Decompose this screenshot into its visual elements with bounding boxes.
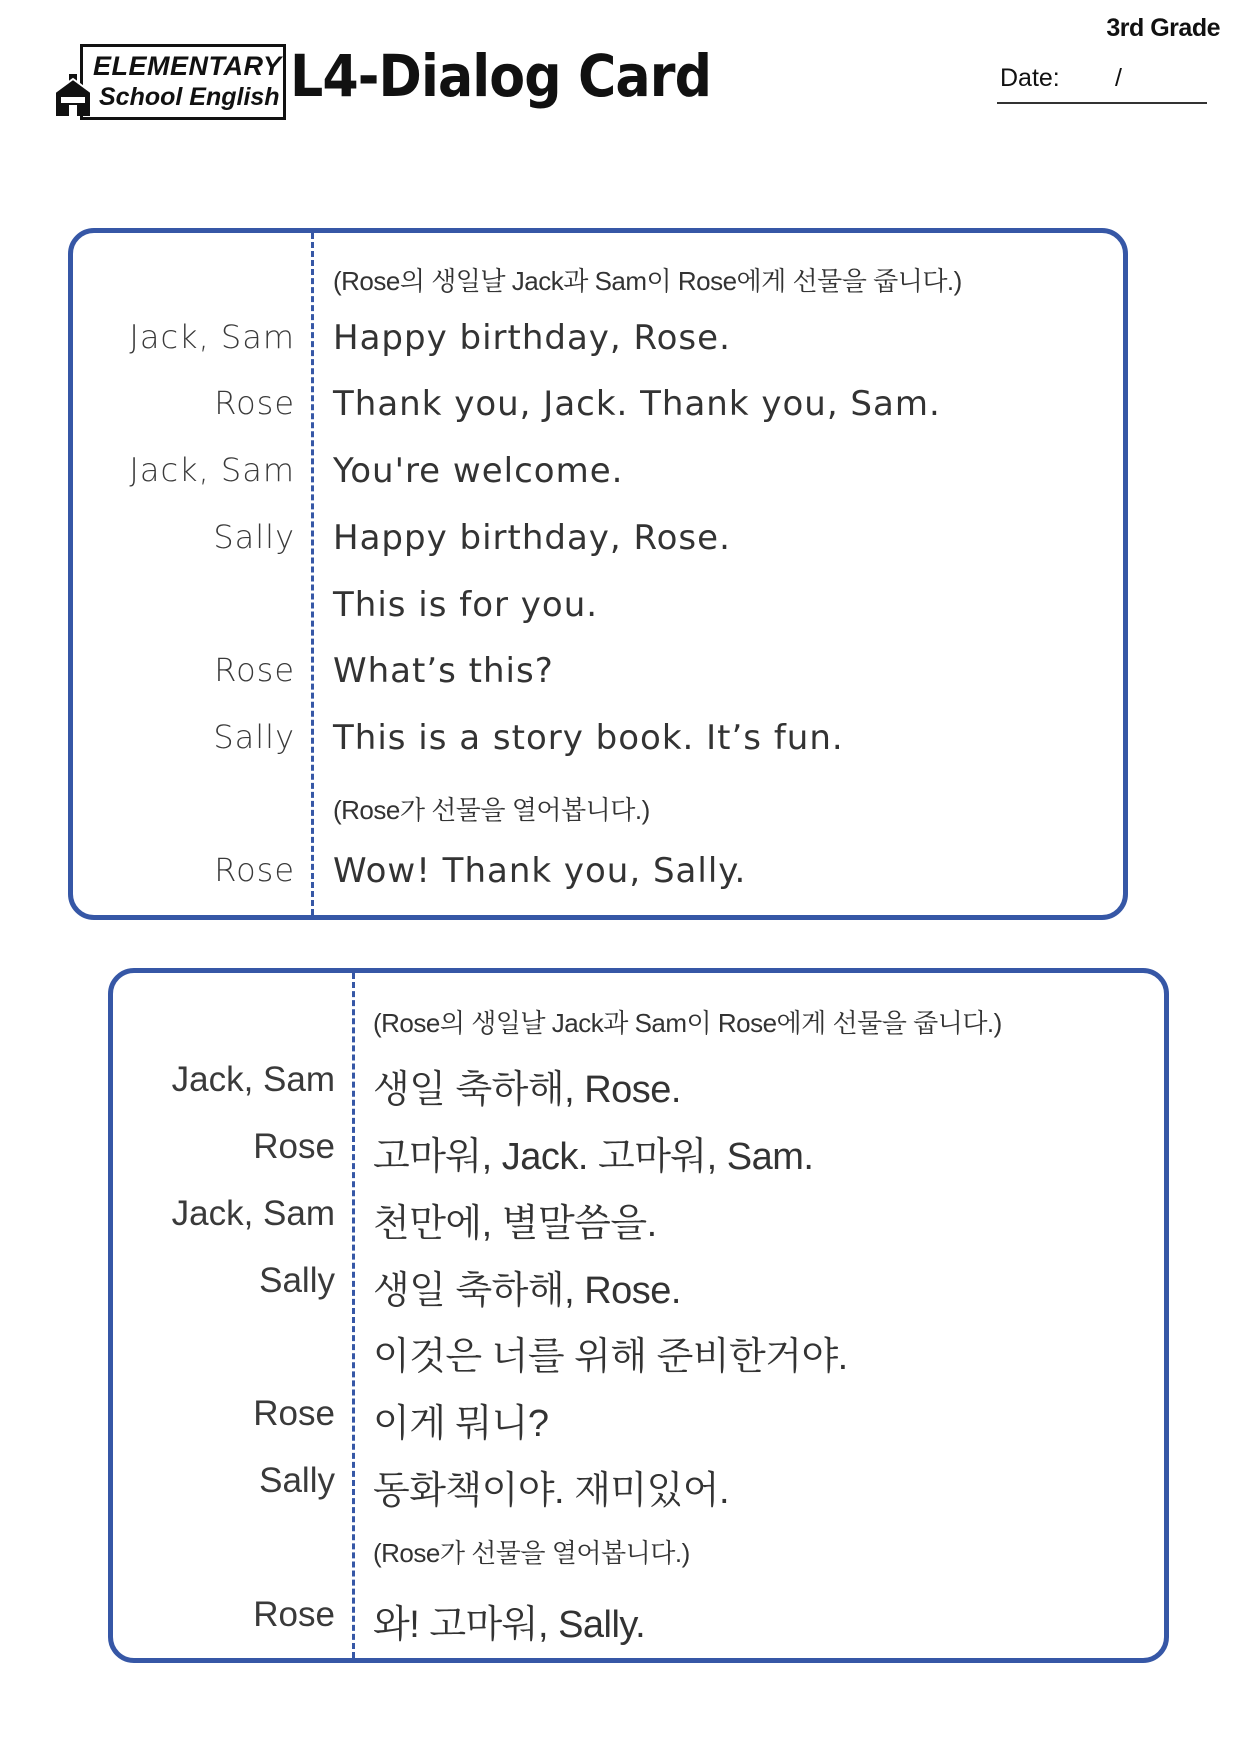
- speaker-label: Rose: [214, 384, 295, 422]
- card-divider: [311, 233, 314, 915]
- speaker-label: Rose: [253, 1127, 335, 1166]
- speaker-label: Jack, Sam: [129, 318, 295, 356]
- grade-label: 3rd Grade: [1106, 14, 1220, 42]
- stage-direction: (Rose가 선물을 열어봅니다.): [373, 1538, 690, 1568]
- dialog-line: 이것은 너를 위해 준비한거야.: [373, 1336, 848, 1378]
- card-divider: [352, 973, 355, 1658]
- dialog-line: 이게 뭐니?: [373, 1403, 549, 1445]
- dialog-line: 천만에, 별말씀을.: [373, 1203, 657, 1245]
- dialog-line: 동화책이야. 재미있어.: [373, 1470, 730, 1512]
- dialog-line: Happy birthday, Rose.: [333, 518, 731, 558]
- speaker-label: Sally: [259, 1461, 335, 1500]
- dialog-line: 고마워, Jack. 고마워, Sam.: [373, 1136, 814, 1178]
- dialog-line: You're welcome.: [333, 451, 624, 491]
- page-title: L4-Dialog Card: [290, 42, 712, 110]
- dialog-line: This is a story book. It’s fun.: [333, 718, 844, 758]
- dialog-line: Happy birthday, Rose.: [333, 318, 731, 358]
- speaker-label: Rose: [253, 1394, 335, 1433]
- speaker-label: Rose: [214, 851, 295, 889]
- dialog-line: 와! 고마워, Sally.: [373, 1604, 646, 1646]
- date-label: Date:: [1000, 64, 1060, 92]
- english-dialog-card: [68, 228, 1128, 920]
- speaker-label: Rose: [253, 1595, 335, 1634]
- dialog-line: Thank you, Jack. Thank you, Sam.: [333, 384, 941, 424]
- logo: [52, 44, 284, 120]
- speaker-label: Jack, Sam: [171, 1194, 335, 1233]
- dialog-line: What’s this?: [333, 651, 554, 691]
- speaker-label: Sally: [213, 518, 295, 556]
- speaker-label: Jack, Sam: [171, 1060, 335, 1099]
- stage-direction: (Rose의 생일날 Jack과 Sam이 Rose에게 선물을 줍니다.): [373, 1008, 1002, 1038]
- logo-line-2: School English: [99, 83, 280, 111]
- logo-box: [80, 44, 286, 120]
- korean-dialog-card: [108, 968, 1169, 1663]
- logo-line-1: ELEMENTARY: [93, 51, 282, 81]
- stage-direction: (Rose의 생일날 Jack과 Sam이 Rose에게 선물을 줍니다.): [333, 266, 962, 296]
- date-separator: /: [1115, 64, 1122, 92]
- date-underline: [997, 102, 1207, 104]
- school-house-icon: [52, 74, 94, 120]
- dialog-line: This is for you.: [333, 585, 599, 625]
- dialog-line: 생일 축하해, Rose.: [373, 1069, 681, 1111]
- speaker-label: Sally: [213, 718, 295, 756]
- speaker-label: Jack, Sam: [129, 451, 295, 489]
- stage-direction: (Rose가 선물을 열어봅니다.): [333, 795, 650, 825]
- dialog-line: Wow! Thank you, Sally.: [333, 851, 747, 891]
- speaker-label: Sally: [259, 1261, 335, 1300]
- dialog-line: 생일 축하해, Rose.: [373, 1270, 681, 1312]
- speaker-label: Rose: [214, 651, 295, 689]
